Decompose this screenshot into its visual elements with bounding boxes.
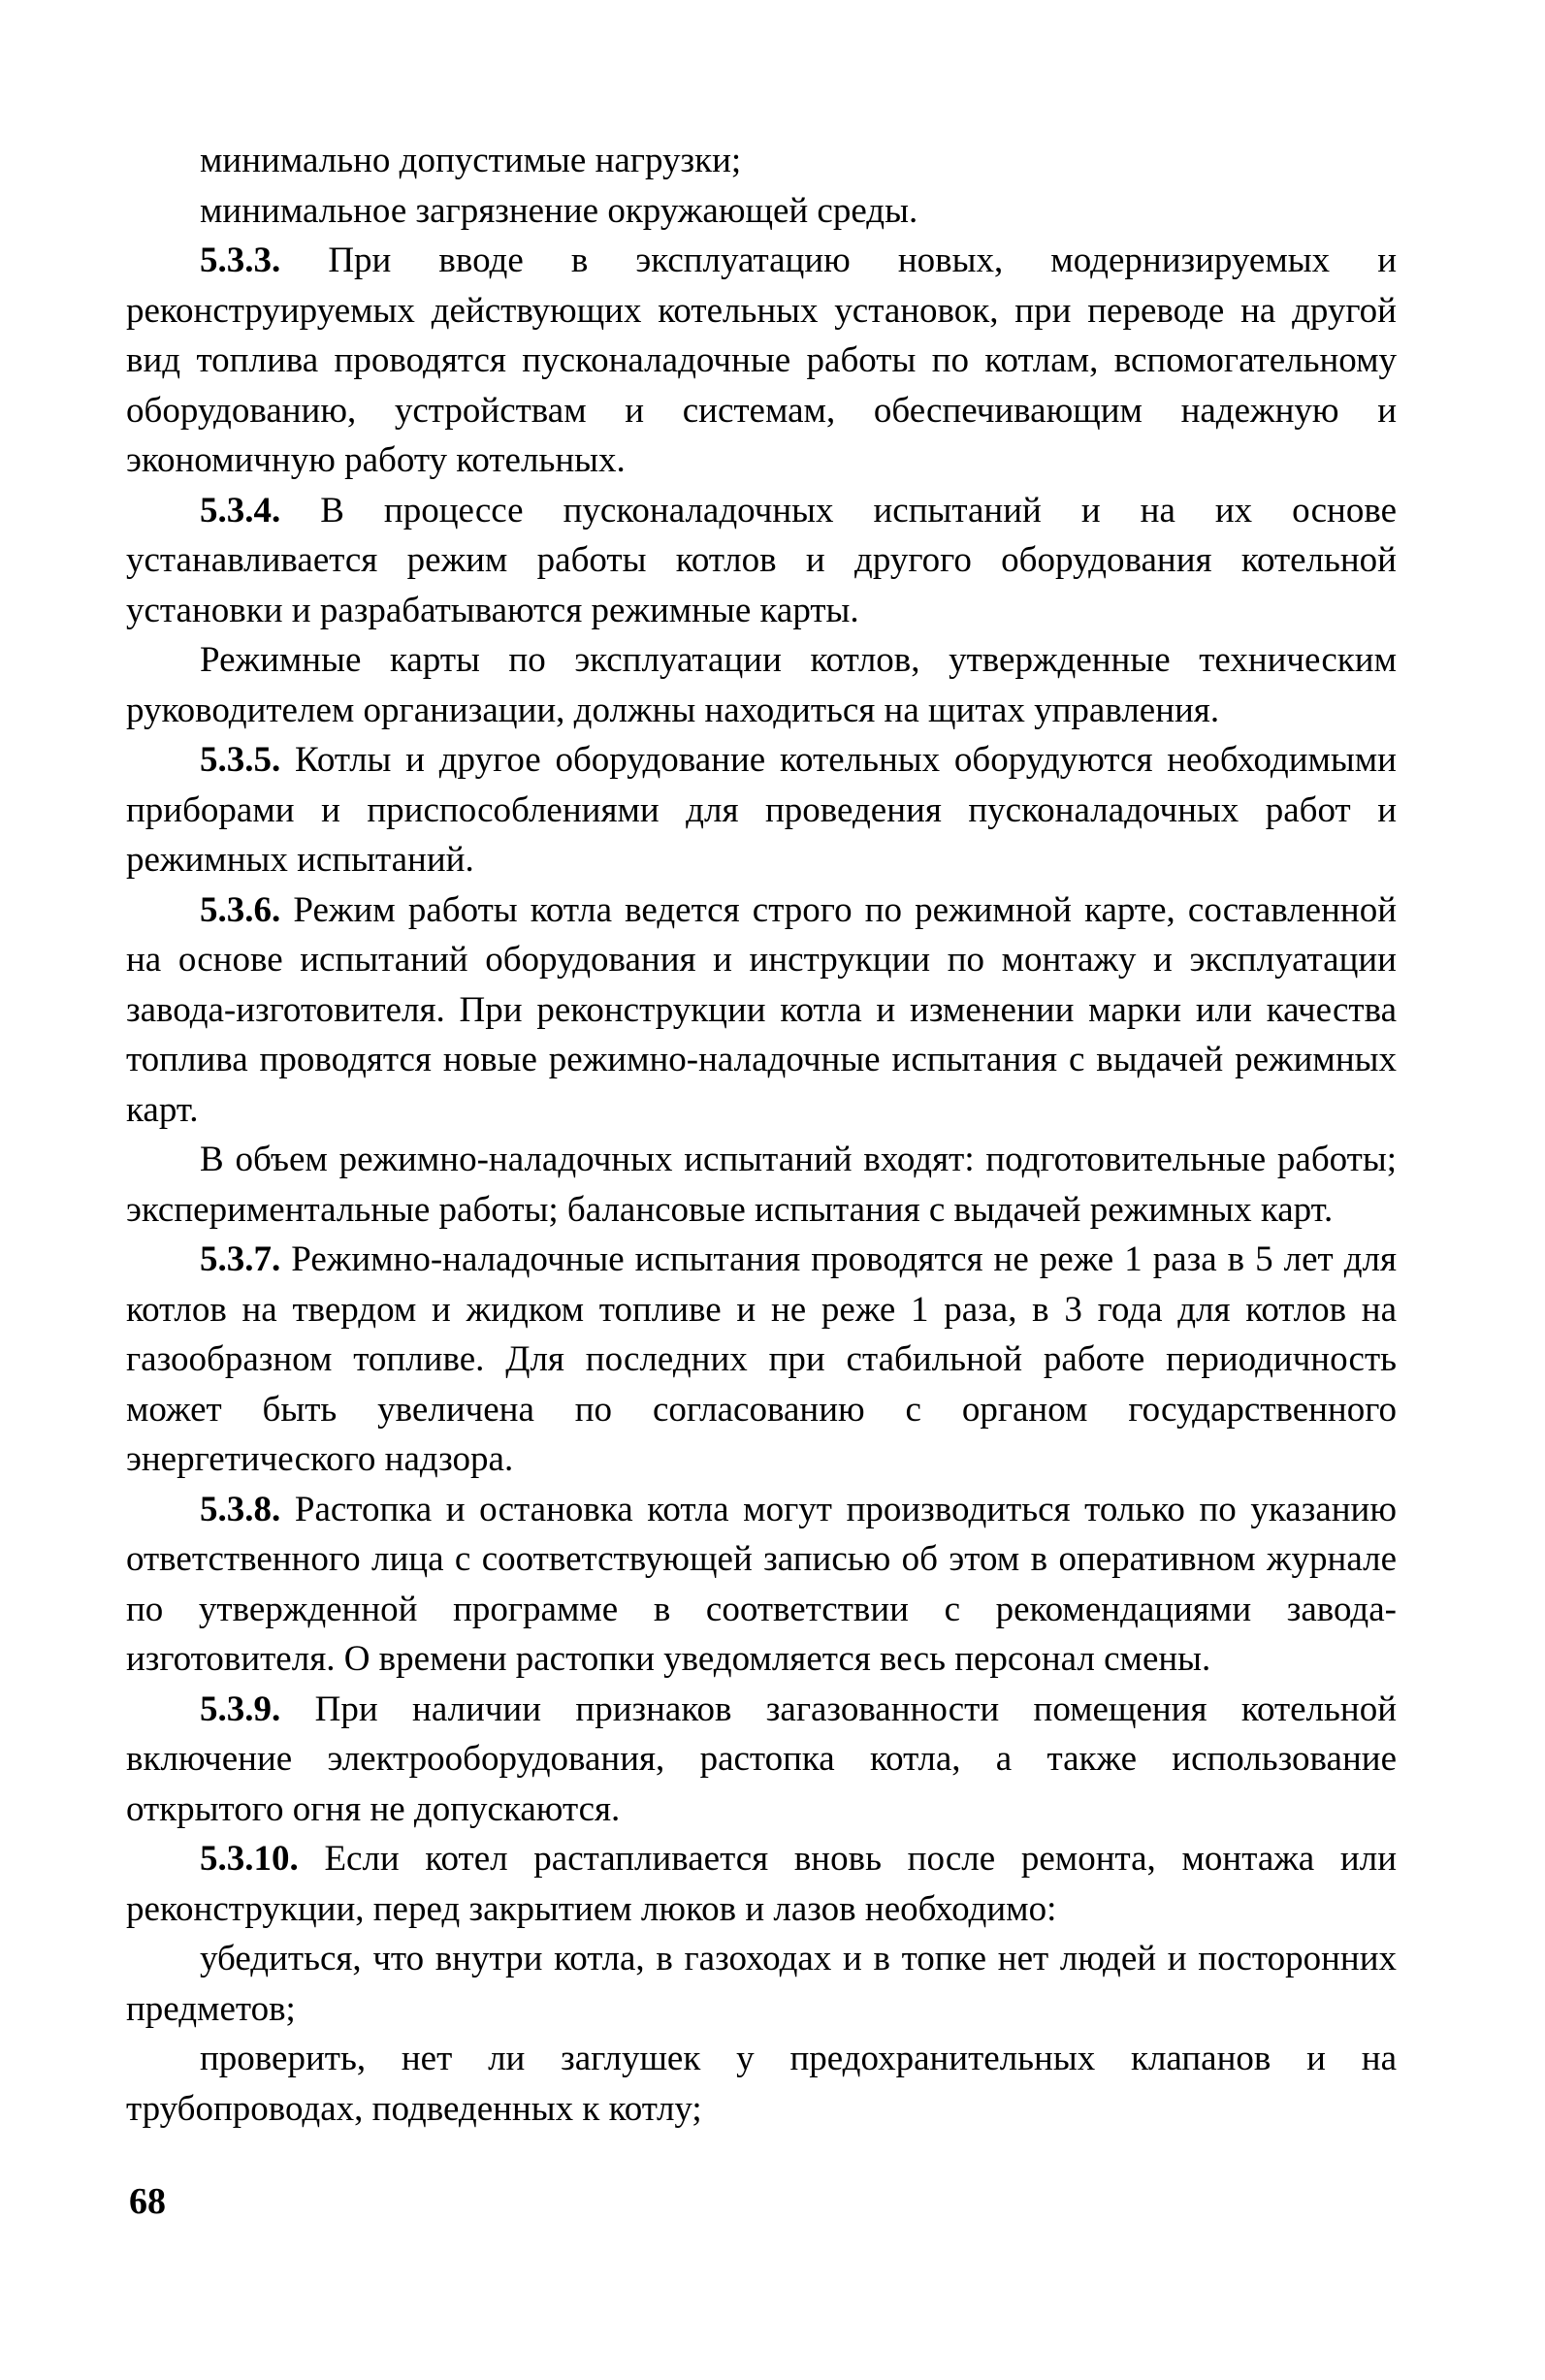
- paragraph-text: Режим работы котла ведется строго по режимной карте, составленной на основе испытаний оборудования и инструкции по монтажу и эксплуатации завода-изготовителя. При реконструкции котла и изменении марки или качества топлива проводятся новые режимно-наладочные испытания с выдачей режимных карт.: [126, 889, 1397, 1130]
- paragraph: [126, 735, 1397, 885]
- clause-number: 5.3.3.: [200, 241, 281, 280]
- clause-number: 5.3.6.: [200, 889, 281, 930]
- clause-number: 5.3.9.: [200, 1689, 281, 1729]
- paragraph: [126, 1235, 1397, 1485]
- paragraph-text: Если котел растапливается вновь после ремонта, монтажа или реконструкции, перед закрытием люков и лазов необходимо:: [126, 1839, 1397, 1929]
- paragraph: [126, 136, 1397, 186]
- paragraph-text: проверить, нет ли заглушек у предохранительных клапанов и на трубопроводах, подведенных к котлу;: [126, 2039, 1397, 2129]
- page-number: 68: [129, 2181, 166, 2222]
- paragraph-text: Режимные карты по эксплуатации котлов, утвержденные техническим руководителем организации, должны находиться на щитах управления.: [126, 640, 1397, 730]
- paragraph-text: убедиться, что внутри котла, в газоходах и в топке нет людей и посторонних предметов;: [126, 1939, 1397, 2029]
- paragraph-text: Котлы и другое оборудование котельных оборудуются необходимыми приборами и приспособлениями для проведения пусконаладочных работ и режимных испытаний.: [126, 740, 1397, 880]
- clause-number: 5.3.10.: [200, 1839, 299, 1879]
- paragraph: [126, 635, 1397, 735]
- clause-number: 5.3.5.: [200, 740, 281, 780]
- paragraph-text: минимально допустимые нагрузки;: [200, 141, 742, 180]
- paragraph-text: В объем режимно-наладочных испытаний входят: подготовительные работы; экспериментальные работы; балансовые испытания с выдачей режимных карт.: [126, 1140, 1397, 1230]
- paragraph: [126, 486, 1397, 636]
- paragraph: [126, 885, 1397, 1136]
- paragraph: [126, 186, 1397, 237]
- paragraph-text: Режимно-наладочные испытания проводятся не реже 1 раза в 5 лет для котлов на твердом и жидком топливе и не реже 1 раза, в 3 года для котлов на газообразном топливе. Для последних при стабильной работе периодичность может быть увеличена по согласованию с органом государственного энергетического надзора.: [126, 1239, 1397, 1479]
- page-text: [126, 136, 1397, 2134]
- paragraph-text: минимальное загрязнение окружающей среды.: [200, 190, 918, 231]
- paragraph: [126, 1934, 1397, 2034]
- paragraph-text: Растопка и остановка котла могут производиться только по указанию ответственного лица с соответствующей записью об этом в оперативном журнале по утвержденной программе в соответствии с рекомендациями завода-изготовителя. О времени растопки уведомляется весь персонал смены.: [126, 1489, 1397, 1679]
- paragraph-text: При вводе в эксплуатацию новых, модернизируемых и реконструируемых действующих котельных установок, при переводе на другой вид топлива проводятся пусконаладочные работы по котлам, вспомогательному оборудованию, устройствам и системам, обеспечивающим надежную и экономичную работу котельных.: [126, 241, 1397, 480]
- paragraph: [126, 1485, 1397, 1685]
- paragraph: [126, 1834, 1397, 1934]
- clause-number: 5.3.8.: [200, 1489, 281, 1529]
- paragraph: [126, 1135, 1397, 1235]
- paragraph: [126, 1685, 1397, 1835]
- paragraph: [126, 236, 1397, 486]
- clause-number: 5.3.4.: [200, 490, 281, 531]
- clause-number: 5.3.7.: [200, 1239, 281, 1279]
- paragraph-text: При наличии признаков загазованности помещения котельной включение электрооборудования, растопка котла, а также использование открытого огня не допускаются.: [126, 1689, 1397, 1829]
- paragraph: [126, 2034, 1397, 2134]
- paragraph-text: В процессе пусконаладочных испытаний и на их основе устанавливается режим работы котлов и другого оборудования котельной установки и разрабатываются режимные карты.: [126, 490, 1397, 630]
